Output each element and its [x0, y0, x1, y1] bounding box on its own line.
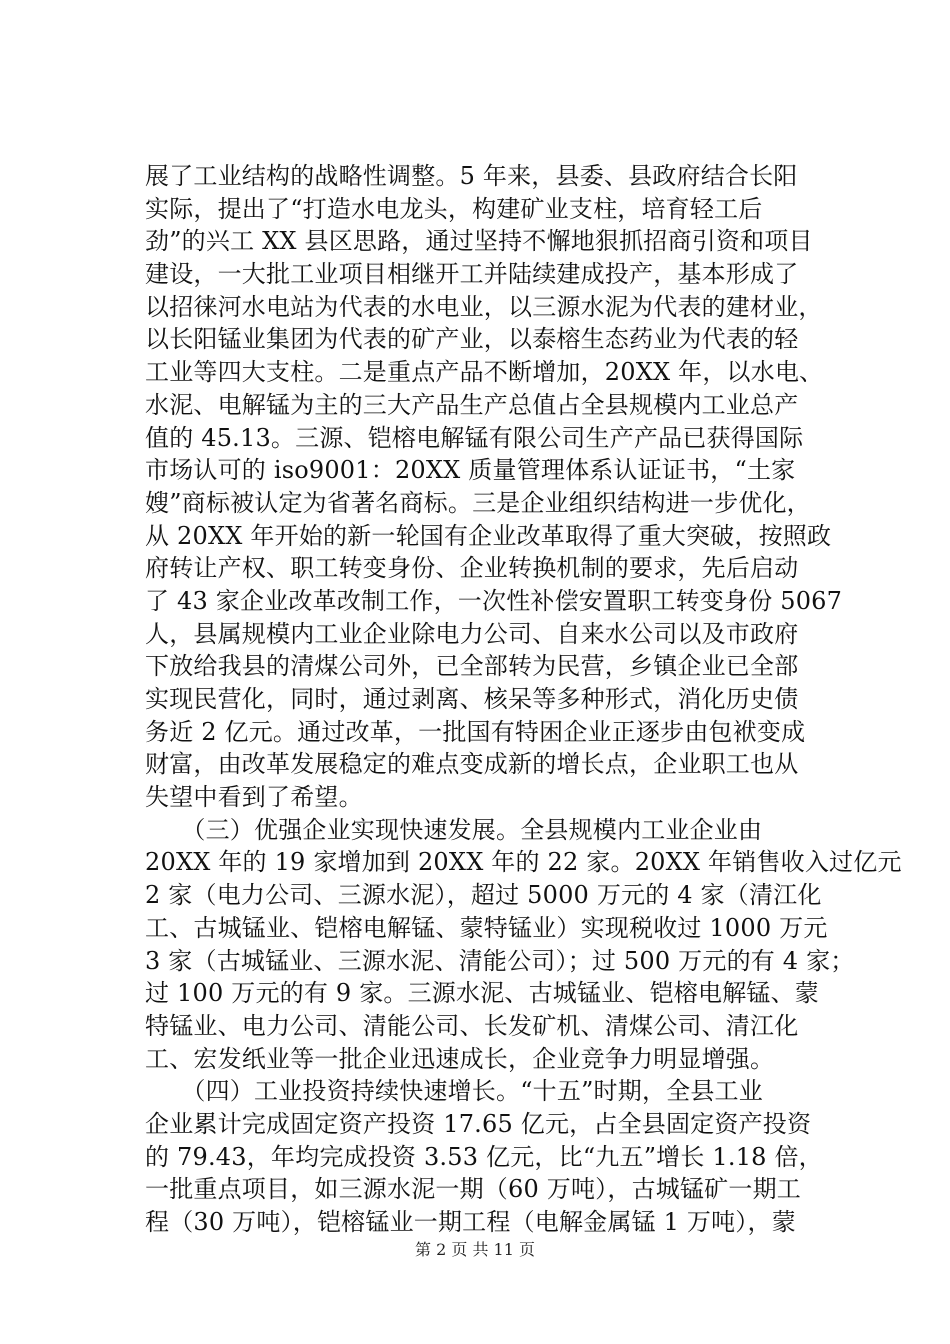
text-line: 水泥、电解锰为主的三大产品生产总值占全县规模内工业总产	[145, 390, 799, 419]
text-line: 2 家（电力公司、三源水泥），超过 5000 万元的 4 家（清江化	[145, 881, 822, 910]
text-line: 实现民营化，同时，通过剥离、核呆等多种形式，消化历史债	[145, 685, 799, 713]
text-line: 3 家（古城锰业、三源水泥、清能公司）；过 500 万元的有 4 家；	[145, 946, 855, 975]
text-line: 工、宏发纸业等一批企业迅速成长，企业竞争力明显增强。	[145, 1044, 775, 1073]
text-line: 嫂”商标被认定为省著名商标。三是企业组织结构进一步优化，	[145, 488, 811, 517]
text-line: 实际，提出了“打造水电龙头，构建矿业支柱，培育轻工后	[145, 194, 763, 223]
text-line: 的 79.43，年均完成投资 3.53 亿元，比“九五”增长 1.18 倍，	[145, 1142, 823, 1171]
text-line: 失望中看到了希望。	[145, 783, 363, 812]
text-line: 财富，由改革发展稳定的难点变成新的增长点，企业职工也从	[145, 750, 799, 779]
text-line: 府转让产权、职工转变身份、企业转换机制的要求，先后启动	[145, 554, 799, 583]
text-line: 一批重点项目，如三源水泥一期（60 万吨），古城锰矿一期工	[145, 1175, 801, 1204]
section-heading-line: （四）工业投资持续快速增长。“十五”时期，全县工业	[145, 1077, 763, 1106]
text-line: 工业等四大支柱。二是重点产品不断增加，20XX 年，以水电、	[145, 358, 824, 387]
text-line: 务近 2 亿元。通过改革，一批国有特困企业正逐步由包袱变成	[145, 717, 806, 746]
text-line: 人，县属规模内工业企业除电力公司、自来水公司以及市政府	[145, 619, 799, 648]
text-line: 市场认可的 iso9001：20XX 质量管理体系认证证书，“土家	[145, 456, 796, 485]
text-line: 特锰业、电力公司、清能公司、长发矿机、清煤公司、清江化	[145, 1011, 799, 1040]
text-line: 劲”的兴工 XX 县区思路，通过坚持不懈地狠抓招商引资和项目	[145, 227, 813, 256]
page-number-footer: 第 2 页 共 11 页	[415, 1240, 535, 1259]
text-line: 程（30 万吨），铠榕锰业一期工程（电解金属锰 1 万吨），蒙	[145, 1208, 796, 1236]
text-line: 以招徕河水电站为代表的水电业，以三源水泥为代表的建材业，	[145, 292, 823, 321]
text-line: 过 100 万元的有 9 家。三源水泥、古城锰业、铠榕电解锰、蒙	[145, 979, 819, 1008]
text-line: 企业累计完成固定资产投资 17.65 亿元，占全县固定资产投资	[145, 1109, 812, 1138]
text-line: 20XX 年的 19 家增加到 20XX 年的 22 家。20XX 年销售收入过亿元	[145, 848, 902, 877]
section-heading-line: （三）优强企业实现快速发展。全县规模内工业企业由	[145, 815, 763, 844]
text-line: 展了工业结构的战略性调整。5 年来，县委、县政府结合长阳	[145, 162, 798, 190]
text-line: 从 20XX 年开始的新一轮国有企业改革取得了重大突破，按照政	[145, 521, 832, 550]
text-line: 工、古城锰业、铠榕电解锰、蒙特锰业）实现税收过 1000 万元	[145, 913, 828, 942]
text-line: 建设，一大批工业项目相继开工并陆续建成投产，基本形成了	[145, 260, 799, 289]
body-text	[145, 160, 902, 1239]
text-line: 下放给我县的清煤公司外，已全部转为民营，乡镇企业已全部	[145, 652, 799, 681]
text-line: 了 43 家企业改革改制工作，一次性补偿安置职工转变身份 5067	[145, 586, 843, 615]
text-line: 以长阳锰业集团为代表的矿产业，以泰榕生态药业为代表的轻	[145, 325, 799, 354]
text-line: 值的 45.13。三源、铠榕电解锰有限公司生产产品已获得国际	[145, 423, 804, 452]
